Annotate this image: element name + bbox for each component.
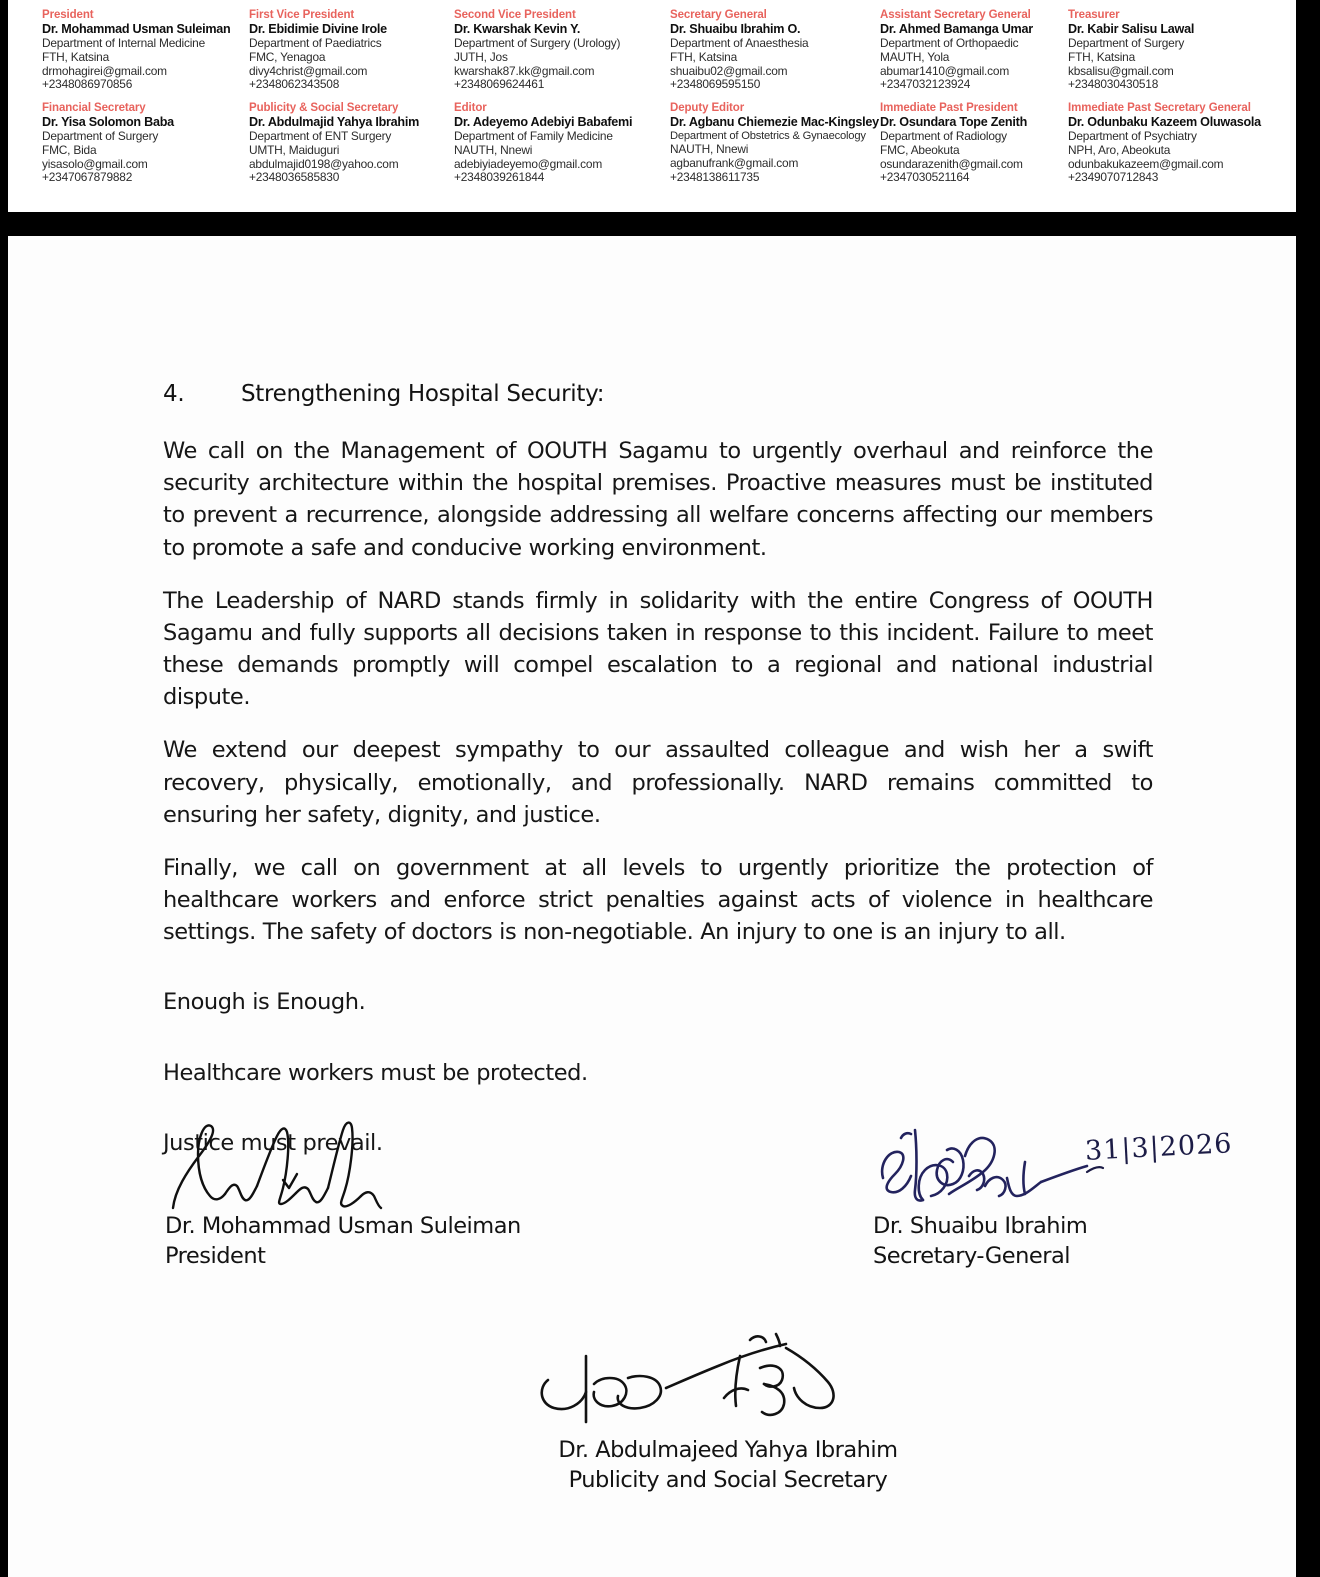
officials-grid [42, 9, 1286, 185]
paragraph-leadership-solidarity: The Leadership of NARD stands firmly in solidarity with the entire Congress of OOUTH Sagamu and fully supports all decisions taken in response to this incident. Failure to meet these demands promptly will compel escalation to a regional and national industrial dispute. [163, 587, 1153, 711]
official-phone[interactable]: +2348069624461 [454, 77, 545, 92]
section-number: 4. [163, 381, 185, 407]
document-content [163, 381, 1153, 1180]
official-role: Immediate Past Secretary General [1068, 102, 1251, 115]
official-phone[interactable]: +2348039261844 [454, 170, 545, 185]
official-hospital: FTH, Katsina [42, 49, 109, 64]
official-email[interactable]: kbsalisu@gmail.com [1068, 63, 1174, 78]
handwritten-signature-icon [873, 1116, 1296, 1212]
official-role: Treasurer [1068, 9, 1120, 21]
official-hospital: NAUTH, Nnewi [670, 142, 749, 157]
official-email[interactable]: adebiyiadeyemo@gmail.com [454, 156, 603, 171]
official-card [670, 9, 880, 92]
official-name: Dr. Agbanu Chiemezie Mac-Kingsley [670, 115, 879, 130]
section-separator-band [0, 212, 1320, 236]
official-card [42, 102, 249, 185]
document-sheet [8, 236, 1296, 1577]
closing-line-enough: Enough is Enough. [163, 989, 366, 1016]
official-name: Dr. Adeyemo Adebiyi Babafemi [454, 115, 633, 130]
official-phone[interactable]: +2347032123924 [880, 77, 971, 92]
official-role: Deputy Editor [670, 102, 745, 115]
official-name: Dr. Abdulmajid Yahya Ibrahim [249, 115, 420, 130]
official-department: Department of Surgery (Urology) [454, 35, 621, 50]
official-email[interactable]: yisasolo@gmail.com [42, 156, 148, 171]
paragraph-security-overhaul: We call on the Management of OOUTH Sagamu to urgently overhaul and reinforce the security architecture within the hospital premises. Proactive measures must be instituted to prevent a recurrence, alongside addressing all welfare concerns affecting our members to promote a safe and conducive working environment. [163, 438, 1153, 561]
official-hospital: MAUTH, Yola [880, 49, 950, 64]
official-name: Dr. Mohammad Usman Suleiman [42, 22, 231, 37]
official-role: Publicity & Social Secretary [249, 102, 399, 115]
official-card [42, 9, 249, 92]
official-card [454, 9, 670, 92]
official-hospital: UMTH, Maiduguri [249, 142, 340, 157]
official-phone[interactable]: +2347030521164 [880, 170, 970, 185]
official-card [249, 102, 454, 185]
official-card [454, 102, 670, 185]
signatory-name: Dr. Abdulmajeed Yahya Ibrahim [558, 1437, 898, 1463]
section-title: Strengthening Hospital Security: [241, 381, 605, 407]
signatory-name: Dr. Shuaibu Ibrahim [873, 1213, 1088, 1239]
official-hospital: JUTH, Jos [454, 49, 508, 64]
official-department: Department of Anaesthesia [670, 35, 809, 50]
official-hospital: FMC, Bida [42, 142, 97, 157]
official-card [249, 9, 454, 92]
official-department: Department of Surgery [1068, 35, 1185, 50]
official-phone[interactable]: +2347067879882 [42, 170, 133, 185]
section-heading [163, 381, 1153, 407]
official-hospital: FTH, Katsina [1068, 49, 1135, 64]
official-name: Dr. Kabir Salisu Lawal [1068, 22, 1195, 37]
official-email[interactable]: abumar1410@gmail.com [880, 63, 1010, 78]
official-name: Dr. Kwarshak Kevin Y. [454, 22, 581, 37]
official-hospital: FTH, Katsina [670, 49, 737, 64]
official-role: Immediate Past President [880, 102, 1018, 115]
officials-header-strip [8, 0, 1296, 212]
official-email[interactable]: abdulmajid0198@yahoo.com [249, 156, 399, 171]
closing-line-protection: Healthcare workers must be protected. [163, 1059, 588, 1086]
official-hospital: NAUTH, Nnewi [454, 142, 533, 157]
official-department: Department of Internal Medicine [42, 35, 205, 50]
official-card [1068, 9, 1282, 92]
official-role: President [42, 9, 94, 21]
signature-block-secretary-general [873, 1116, 1296, 1271]
official-phone[interactable]: +2348062343508 [249, 77, 340, 92]
official-department: Department of Surgery [42, 129, 159, 144]
closing-line-justice: Justice must prevail. [163, 1129, 383, 1156]
official-role: Financial Secretary [42, 102, 146, 115]
signatory-title: President [165, 1242, 266, 1269]
official-name: Dr. Ahmed Bamanga Umar [880, 22, 1033, 37]
official-phone[interactable]: +2348030430518 [1068, 77, 1159, 92]
official-department: Department of Orthopaedic [880, 35, 1019, 50]
official-email[interactable]: osundarazenith@gmail.com [880, 156, 1023, 171]
official-role: First Vice President [249, 9, 355, 21]
paragraph-government-call: Finally, we call on government at all levels to urgently prioritize the protection of healthcare workers and enforce strict penalties against acts of violence in healthcare settings. The safety of doctors is non-negotiable. An injury to one is an injury to all. [163, 854, 1153, 946]
official-name: Dr. Ebidimie Divine Irole [249, 22, 387, 37]
handwritten-signature-icon [165, 1116, 615, 1212]
official-phone[interactable]: +2348036585830 [249, 170, 340, 185]
official-phone[interactable]: +2348086970856 [42, 77, 133, 92]
official-department: Department of Psychiatry [1068, 129, 1197, 144]
signature-date: 31|3|2026 [1084, 1128, 1234, 1167]
official-department: Department of ENT Surgery [249, 129, 392, 144]
official-role: Second Vice President [454, 9, 576, 21]
official-email[interactable]: divy4christ@gmail.com [249, 63, 368, 78]
official-email[interactable]: odunbakukazeem@gmail.com [1068, 156, 1224, 171]
official-email[interactable]: kwarshak87.kk@gmail.com [454, 63, 595, 78]
official-phone[interactable]: +2348138611735 [670, 169, 760, 184]
official-email[interactable]: agbanufrank@gmail.com [670, 155, 799, 170]
official-hospital: FMC, Abeokuta [880, 142, 960, 157]
signatory-name: Dr. Mohammad Usman Suleiman [165, 1213, 521, 1239]
official-email[interactable]: drmohagirei@gmail.com [42, 63, 167, 78]
official-role: Editor [454, 102, 487, 115]
official-department: Department of Obstetrics & Gynaecology [670, 130, 866, 143]
official-card [1068, 102, 1282, 185]
official-department: Department of Family Medicine [454, 129, 613, 144]
signatory-title: Secretary-General [873, 1242, 1070, 1269]
official-phone[interactable]: +2348069595150 [670, 77, 761, 92]
official-card [880, 9, 1068, 92]
official-name: Dr. Shuaibu Ibrahim O. [670, 22, 801, 37]
official-hospital: FMC, Yenagoa [249, 49, 326, 64]
official-department: Department of Radiology [880, 129, 1007, 144]
signatory-title: Publicity and Social Secretary [568, 1466, 888, 1493]
official-name: Dr. Osundara Tope Zenith [880, 115, 1028, 130]
official-email[interactable]: shuaibu02@gmail.com [670, 63, 788, 78]
official-phone[interactable]: +2349070712843 [1068, 170, 1159, 185]
official-name: Dr. Odunbaku Kazeem Oluwasola [1068, 115, 1261, 130]
official-card [880, 102, 1068, 185]
handwritten-signature-icon [448, 1326, 1008, 1436]
signature-block-publicity-secretary [448, 1326, 1008, 1495]
signature-block-president [165, 1116, 615, 1271]
paragraph-sympathy: We extend our deepest sympathy to our assaulted colleague and wish her a swift recovery, physically, emotionally, and professionally. NARD remains committed to ensuring her safety, dignity, and justice. [163, 737, 1153, 828]
signature-zone [163, 1116, 1234, 1546]
official-department: Department of Paediatrics [249, 35, 382, 50]
official-role: Assistant Secretary General [880, 9, 1031, 21]
official-card [670, 102, 880, 185]
official-name: Dr. Yisa Solomon Baba [42, 115, 174, 130]
official-role: Secretary General [670, 9, 767, 21]
official-hospital: NPH, Aro, Abeokuta [1068, 142, 1171, 157]
